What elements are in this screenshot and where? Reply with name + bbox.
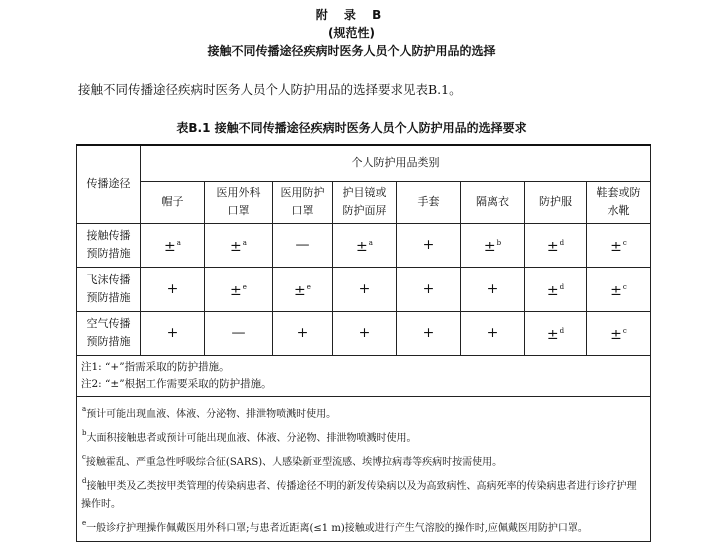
column-header [587,181,651,223]
column-header [141,181,205,223]
column-header-line: 防护服 [539,195,572,208]
table-cell [397,311,461,355]
table-cell [587,267,651,311]
table-cell [525,311,587,355]
table-cell [141,223,205,267]
table-cell [461,311,525,355]
requirement-symbol: + [166,280,179,297]
appendix-heading: 接触不同传播途径疾病时医务人员个人防护用品的选择 [207,44,496,58]
table-cell [333,311,397,355]
column-header-line: 医用防护 [280,186,325,199]
route-label-line: 预防措施 [86,247,131,260]
column-header-line: 鞋套或防 [596,186,641,199]
footnote-item [81,424,646,448]
table-cell [205,311,273,355]
footnote-text: 大面积接触患者或预计可能出现血液、体液、分泌物、排泄物喷溅时使用。 [86,432,417,444]
requirement-symbol: ± [610,238,622,255]
table-cell [461,223,525,267]
column-header-line: 口罩 [227,204,250,217]
requirement-symbol: ± [546,238,559,255]
table-cell [461,267,525,311]
footnote-text: 一般诊疗护理操作佩戴医用外科口罩;与患者近距离(≤1 m)接触或进行产生气溶胶的操作时,应佩戴医用防护口罩。 [86,522,588,534]
requirement-symbol: — [231,324,246,341]
footnote-mark: e [306,282,311,291]
footnote-mark: c [622,326,627,335]
column-header-line: 水靴 [607,204,630,217]
table-cell [587,311,651,355]
requirement-symbol: ± [610,282,622,299]
footnote-mark: d [82,476,87,485]
requirement-symbol: + [422,324,435,341]
footnote-item [81,400,646,424]
table-cell [141,311,205,355]
table-cell [273,311,333,355]
requirement-symbol: ± [546,282,559,299]
table-cell [397,223,461,267]
footnote-text: 接触甲类及乙类按甲类管理的传染病患者、传播途径不明的新发传染病以及为高致病性、高病死率的传染病患者进行诊疗护理操作时。 [81,480,637,510]
appendix-title: 附 录 B [315,8,388,22]
column-header [461,181,525,223]
requirement-symbol: + [486,324,499,341]
table-caption: 表B.1 接触不同传播途径疾病时医务人员个人防护用品的选择要求 [176,121,527,135]
table-cell [333,267,397,311]
requirement-symbol: ± [610,326,622,343]
footnote-mark: c [622,282,627,291]
route-header: 传播途径 [77,145,141,223]
footnote-mark: d [559,326,565,335]
table-cell [141,267,205,311]
footnote-mark: d [559,282,565,291]
requirement-symbol: + [486,280,499,297]
route-cell [77,267,141,311]
footnote-mark: a [368,238,373,247]
footnote-mark: b [496,238,502,247]
column-header-line: 隔离衣 [476,195,509,208]
table-row [77,311,651,355]
requirement-symbol: ± [356,238,368,255]
column-header [525,181,587,223]
table-cell [525,267,587,311]
requirement-symbol: + [358,324,371,341]
table-cell [273,223,333,267]
route-cell [77,311,141,355]
column-header-line: 医用外科 [216,186,261,199]
footnotes-section [77,396,651,541]
footnote-mark: a [176,238,181,247]
requirement-symbol: ± [546,326,559,343]
table-cell [587,223,651,267]
route-label-line: 预防措施 [86,291,131,304]
footnote-mark: e [82,518,87,527]
note-2: 注2: “±”根据工作需要采取的防护措施。 [81,377,272,390]
table-cell [205,267,273,311]
notes-section [77,355,651,396]
column-header-line: 防护面屏 [342,204,387,217]
group-header: 个人防护用品类别 [141,145,651,181]
table-cell [333,223,397,267]
column-header-row [77,181,651,223]
requirement-symbol: ± [294,282,306,299]
route-cell [77,223,141,267]
requirement-symbol: ± [164,238,176,255]
column-header [273,181,333,223]
footnote-item [81,448,646,472]
requirement-symbol: ± [230,238,242,255]
footnote-mark: a [242,238,247,247]
footnote-mark: d [559,238,565,247]
column-header [397,181,461,223]
column-header-line: 口罩 [291,204,314,217]
footnote-mark: b [82,428,87,437]
route-label-line: 预防措施 [86,335,131,348]
footnote-mark: c [622,238,627,247]
requirement-symbol: ± [483,238,496,255]
requirement-symbol: — [295,236,310,253]
column-header-line: 手套 [417,195,440,208]
footnote-mark: e [242,282,247,291]
column-header [333,181,397,223]
footnote-text: 预计可能出现血液、体液、分泌物、排泄物喷溅时使用。 [86,408,337,420]
footnote-mark: c [82,452,86,461]
column-header-line: 帽子 [161,195,184,208]
table-cell [525,223,587,267]
column-header [205,181,273,223]
requirement-symbol: + [166,324,179,341]
note-1: 注1: “+”指需采取的防护措施。 [81,360,230,373]
requirement-symbol: + [422,236,435,253]
table-row [77,223,651,267]
route-label-line: 空气传播 [86,317,131,330]
appendix-subtitle: (规范性) [328,26,375,40]
requirement-symbol: + [422,280,435,297]
table-cell [205,223,273,267]
table-cell [397,267,461,311]
ppe-selection-table [76,144,651,542]
intro-paragraph: 接触不同传播途径疾病时医务人员个人防护用品的选择要求见表B.1。 [78,82,462,97]
table-cell [273,267,333,311]
footnote-mark: a [82,404,87,413]
column-header-line: 护目镜或 [342,186,387,199]
footnote-item [81,514,646,538]
requirement-symbol: ± [230,282,242,299]
route-label-line: 飞沫传播 [86,273,131,286]
route-label-line: 接触传播 [86,229,131,242]
requirement-symbol: + [358,280,371,297]
requirement-symbol: + [296,324,309,341]
footnote-item [81,472,646,514]
footnote-text: 接触霍乱、严重急性呼吸综合征(SARS)、人感染新亚型流感、埃博拉病毒等疾病时按需使用。 [85,456,503,468]
table-row [77,267,651,311]
